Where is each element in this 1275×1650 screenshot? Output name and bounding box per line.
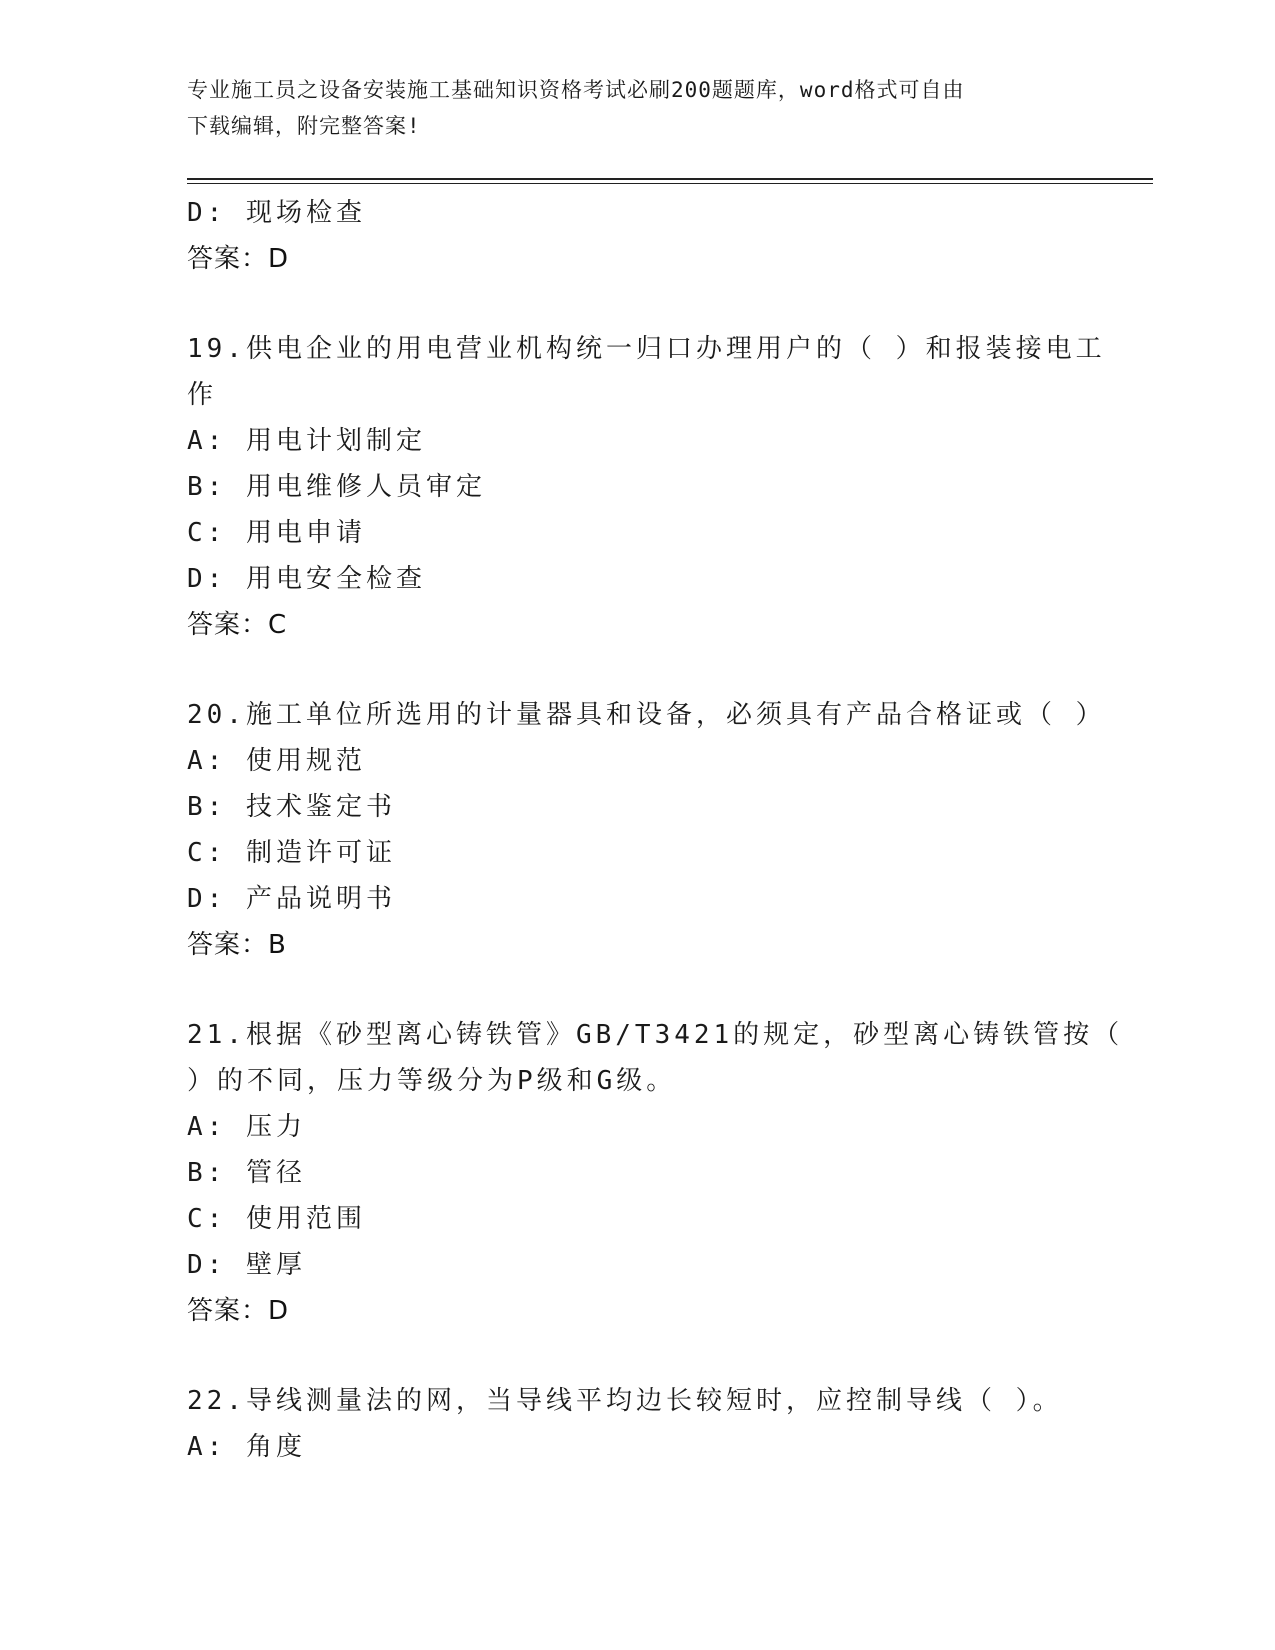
option-b: B: 管径 — [187, 1158, 306, 1188]
option-c: C: 制造许可证 — [187, 838, 396, 868]
header-line-1: 专业施工员之设备安装施工基础知识资格考试必刷200题题库，word格式可自由 — [187, 78, 965, 102]
header-line-2: 下载编辑，附完整答案! — [187, 114, 421, 138]
option-d: D: 产品说明书 — [187, 884, 396, 914]
question-22 — [187, 1378, 1087, 1470]
option-d: D: 现场检查 — [187, 198, 366, 228]
answer-line: 答案：D — [187, 244, 290, 274]
option-a: A: 使用规范 — [187, 746, 366, 776]
question-stem-line-2: ）的不同，压力等级分为P级和G级。 — [187, 1066, 677, 1096]
answer-line: 答案：C — [187, 610, 288, 640]
option-c: C: 使用范围 — [187, 1204, 366, 1234]
option-a: A: 压力 — [187, 1112, 306, 1142]
option-d: D: 壁厚 — [187, 1250, 306, 1280]
answer-line: 答案：B — [187, 930, 287, 960]
option-c: C: 用电申请 — [187, 518, 366, 548]
option-a: A: 用电计划制定 — [187, 426, 426, 456]
question-stem-line-1: 19.供电企业的用电营业机构统一归口办理用户的（ ）和报装接电工 — [187, 334, 1106, 364]
question-list — [187, 190, 1124, 1470]
document-header — [187, 72, 1067, 144]
prev-question-tail — [187, 190, 1087, 282]
question-stem-line-2: 作 — [187, 380, 218, 410]
option-b: B: 用电维修人员审定 — [187, 472, 486, 502]
header-divider-thick — [187, 178, 1153, 180]
question-stem-line-1: 20.施工单位所选用的计量器具和设备，必须具有产品合格证或（ ） — [187, 700, 1106, 730]
question-20 — [187, 692, 1106, 968]
question-21 — [187, 1012, 1124, 1334]
option-d: D: 用电安全检查 — [187, 564, 426, 594]
answer-line: 答案：D — [187, 1296, 290, 1326]
header-divider-thin — [187, 183, 1153, 184]
question-stem-line-1: 21.根据《砂型离心铸铁管》GB/T3421的规定，砂型离心铸铁管按（ — [187, 1020, 1124, 1050]
question-19 — [187, 326, 1106, 648]
question-stem-line-1: 22.导线测量法的网，当导线平均边长较短时，应控制导线（ ）。 — [187, 1386, 1063, 1416]
option-a: A: 角度 — [187, 1432, 306, 1462]
option-b: B: 技术鉴定书 — [187, 792, 396, 822]
